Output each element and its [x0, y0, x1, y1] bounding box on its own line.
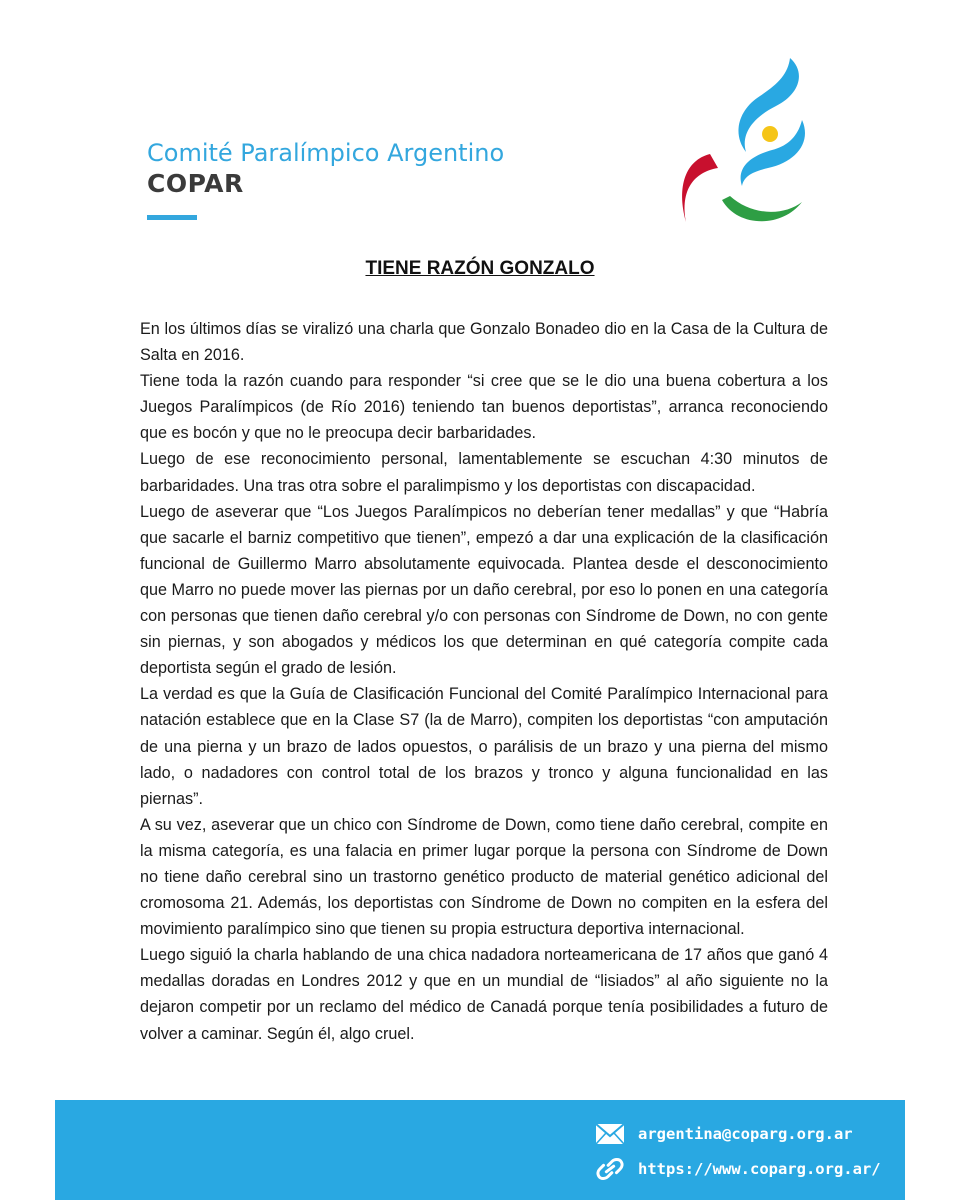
envelope-icon [595, 1122, 625, 1146]
article-paragraph: Luego siguió la charla hablando de una chica nadadora norteamericana de 17 años que ganó 4 medallas doradas en Londres 2012 y que en un mundial de “lisiados” al año siguiente no la dejaron competir por un reclamo del médico de Canadá porque tenía posibilidades a futuro de volver a caminar. Según él, algo cruel. [140, 946, 828, 1043]
organization-name: Comité Paralímpico Argentino [147, 139, 505, 167]
green-agito-shape [722, 196, 802, 221]
article-paragraph: En los últimos días se viralizó una charla que Gonzalo Bonadeo dio en la Casa de la Cultura de Salta en 2016. [140, 320, 828, 365]
article-paragraph: Luego de ese reconocimiento personal, lamentablemente se escuchan 4:30 minutos de barbaridades. Una tras otra sobre el paralimpismo y los deportistas con discapacidad. [140, 450, 828, 495]
article-title: TIENE RAZÓN GONZALO [365, 258, 595, 279]
organization-acronym: COPAR [147, 169, 244, 198]
yellow-dot-shape [762, 126, 778, 142]
article-paragraph: Luego de aseverar que “Los Juegos Paralímpicos no deberían tener medallas” y que “Habría que sacarle el barniz competitivo que tienen”, empezó a dar una explicación de la clasificación funcional de Guillermo Marro absolutamente equivocada. Plantea desde el desconocimiento que Marro no puede mover las piernas por un daño cerebral, por eso lo ponen en una categoría con personas que tienen daño cerebral y/o con personas con Síndrome de Down, no con gente sin piernas, y son abogados y médicos los que determinan en qué categoría compite cada deportista según el grado de lesión. [140, 502, 828, 678]
website-contact[interactable] [595, 1157, 881, 1181]
contact-footer [55, 1100, 905, 1200]
link-icon [595, 1157, 625, 1181]
article-paragraph: Tiene toda la razón cuando para responder “si cree que se le dio una buena cobertura a los Juegos Paralímpicos (de Río 2016) teniendo tan buenos deportistas”, arranca reconociendo que es bocón y que no le preocupa decir barbaridades. [140, 372, 828, 443]
header-accent-rule [147, 215, 197, 220]
website-url[interactable]: https://www.coparg.org.ar/ [638, 1160, 881, 1178]
letterhead [147, 138, 504, 200]
article-paragraph: La verdad es que la Guía de Clasificación Funcional del Comité Paralímpico Internacional para natación establece que en la Clase S7 (la de Marro), compiten los deportistas “con amputación de una pierna y un brazo de lados opuestos, o parálisis de un brazo y una pierna del mismo lado, o nadadores con control total de los brazos y tronco y alguna funcionalidad en las piernas”. [140, 685, 828, 808]
article-body [140, 316, 828, 1047]
email-contact[interactable] [595, 1122, 853, 1146]
paralympic-agitos-logo-icon [672, 50, 822, 230]
article-paragraph: A su vez, aseverar que un chico con Síndrome de Down, como tiene daño cerebral, compite en la misma categoría, es una falacia en primer lugar porque la persona con Síndrome de Down no tiene daño cerebral sino un trastorno genético producto de material genético adicional del cromosoma 21. Además, los deportistas con Síndrome de Down no compiten en la esfera del movimiento paralímpico sino que tienen su propia estructura deportiva internacional. [140, 815, 828, 939]
red-agito-shape [682, 154, 718, 222]
email-address[interactable]: argentina@coparg.org.ar [638, 1125, 853, 1143]
